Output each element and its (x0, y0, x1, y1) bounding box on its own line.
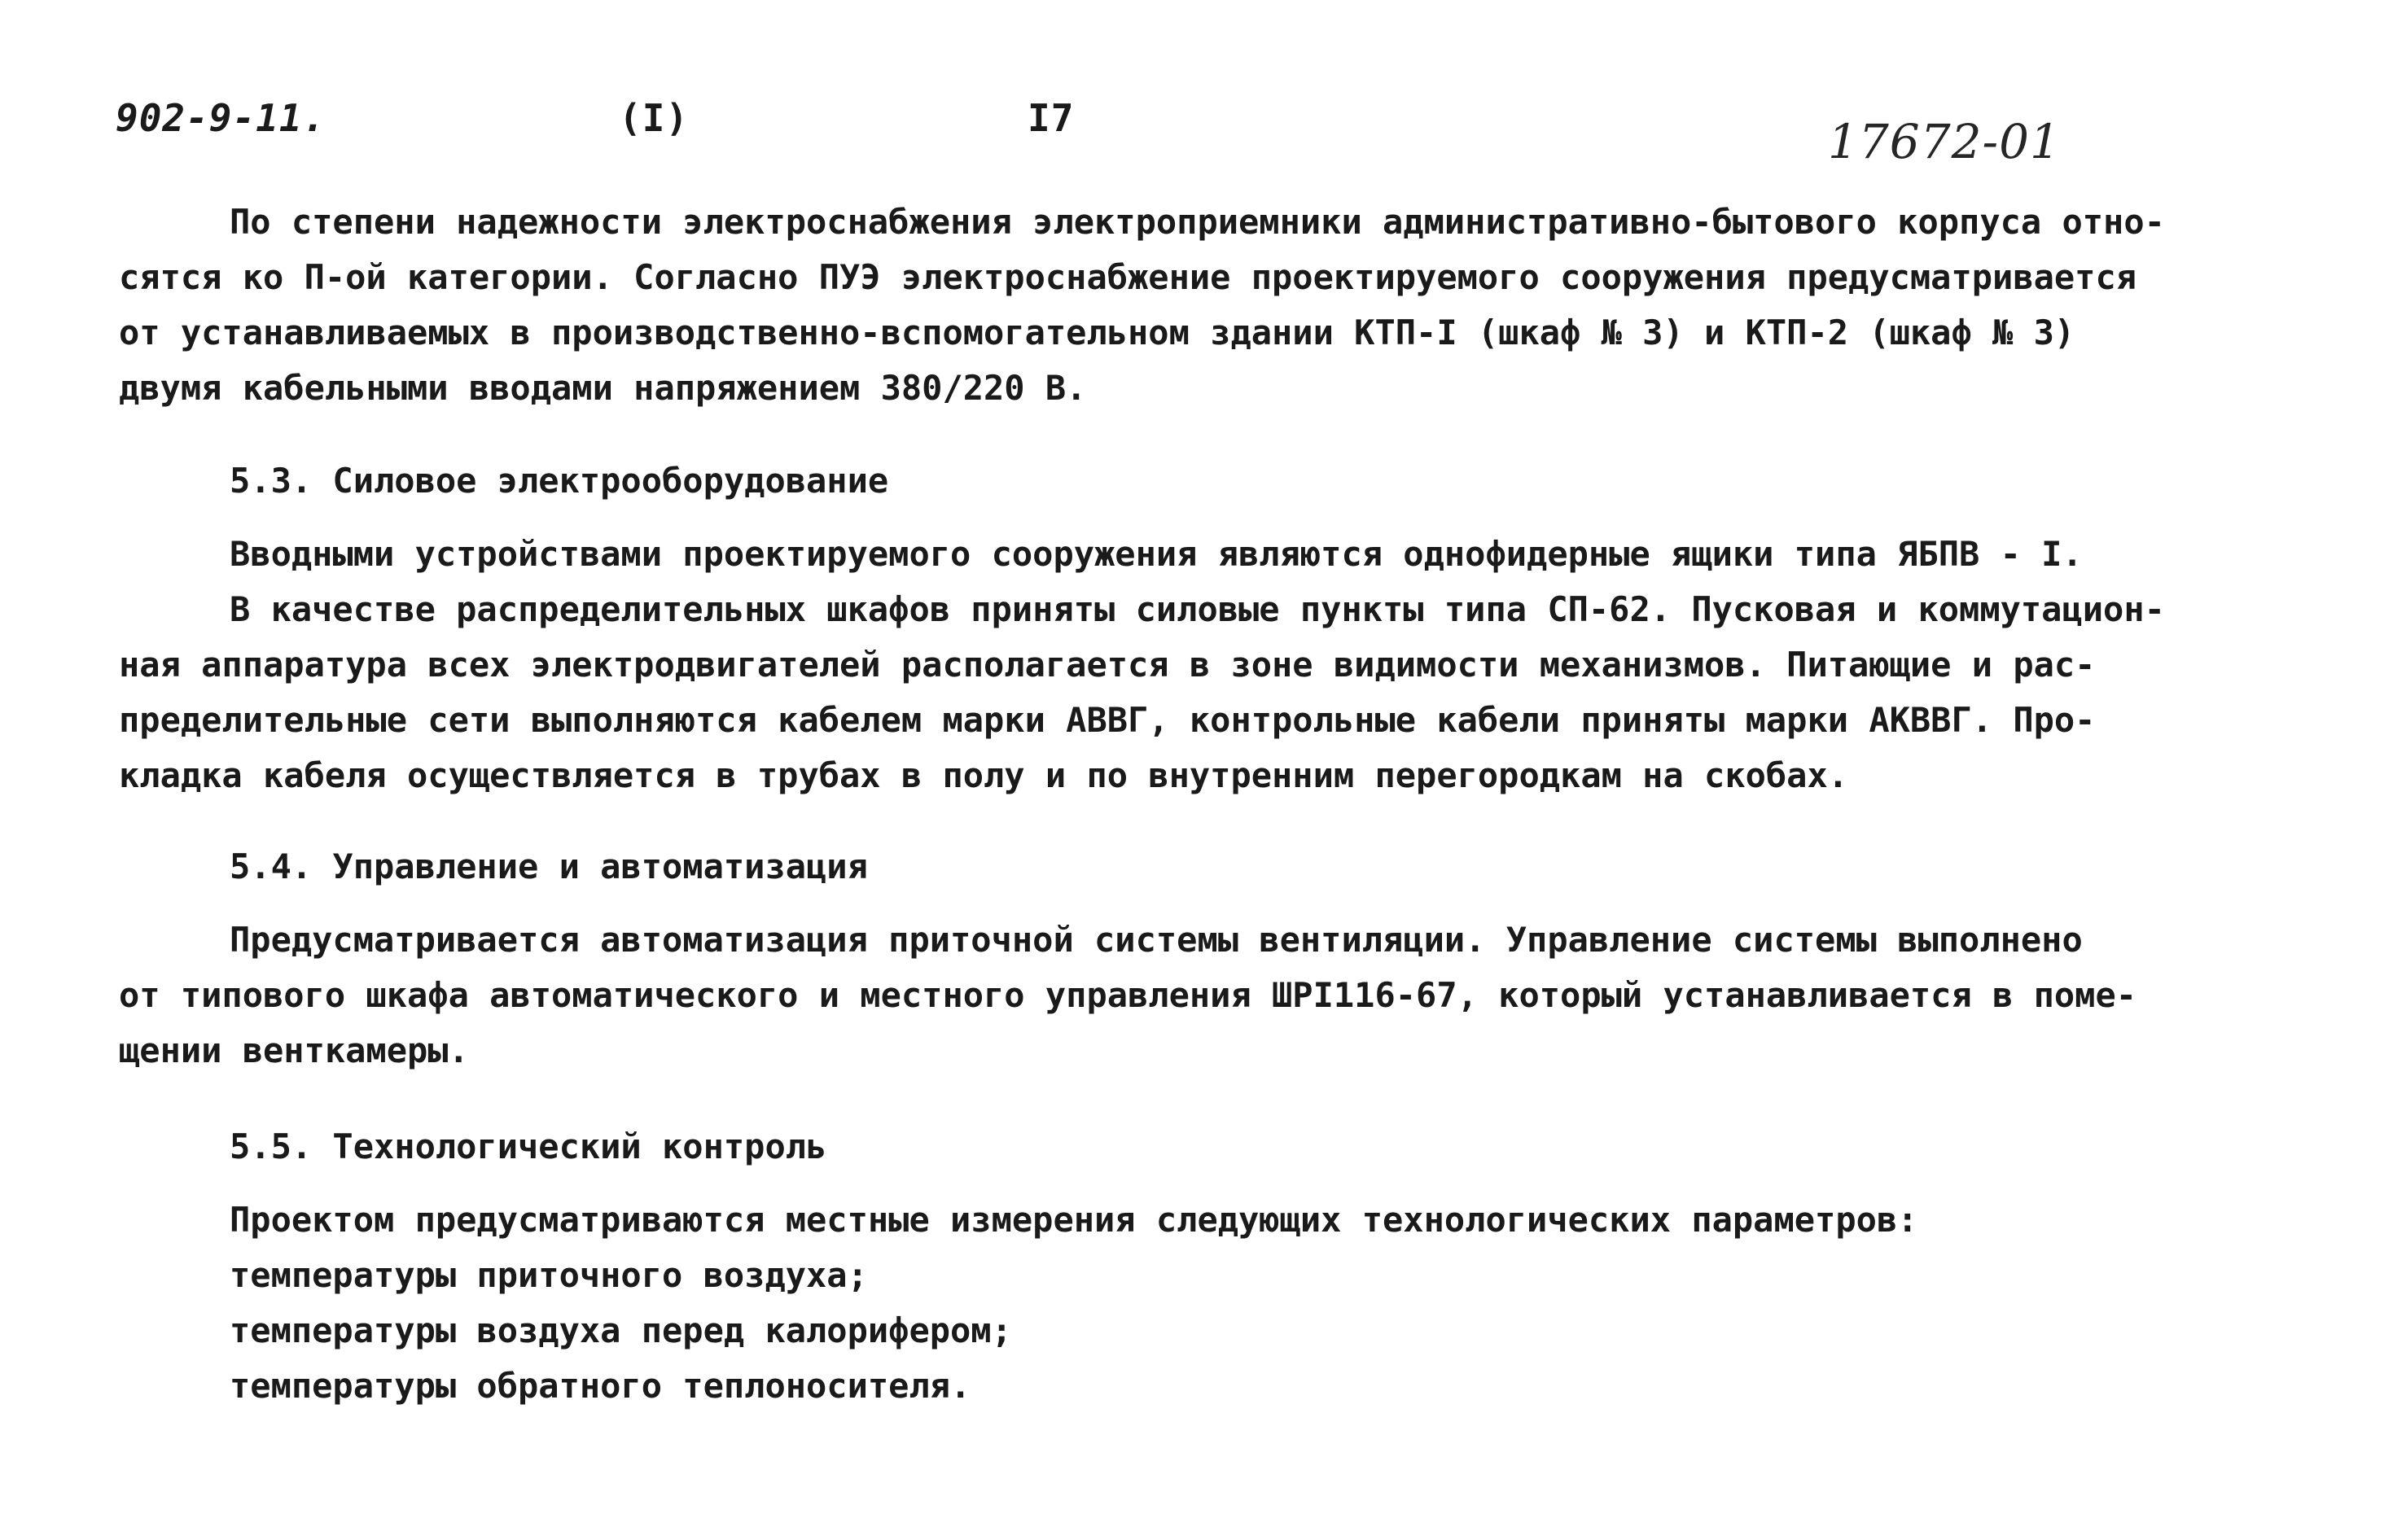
paragraph-line: Проектом предусматриваются местные измерения следующих технологических параметров: (230, 1200, 1918, 1240)
page-number: I7 (1028, 96, 1075, 140)
section-heading: 5.5. Технологический контроль (230, 1127, 827, 1166)
section-heading: 5.4. Управление и автоматизация (230, 847, 868, 886)
list-item: температуры приточного воздуха; (230, 1255, 868, 1295)
paragraph-line: ная аппаратура всех электродвигателей располагается в зоне видимости механизмов. Питающие и рас- (119, 645, 2096, 685)
paragraph-line: В качестве распределительных шкафов приняты силовые пункты типа СП-62. Пусковая и коммутацион- (230, 589, 2165, 629)
paragraph-line: пределительные сети выполняются кабелем марки АВВГ, контрольные кабели приняты марки АКВВГ. Про- (119, 700, 2096, 740)
doc-code: 902-9-11. (116, 96, 326, 140)
paragraph-line: от устанавливаемых в производственно-вспомогательном здании КТП-I (шкаф № 3) и КТП-2 (шкаф № 3) (119, 313, 2075, 352)
doc-part: (I) (619, 96, 690, 140)
paragraph-line: сятся ко П-ой категории. Согласно ПУЭ электроснабжение проектируемого сооружения предусматривается (119, 257, 2137, 297)
paragraph-line: щении венткамеры. (119, 1030, 469, 1070)
handwritten-number: 17672-01 (1828, 114, 2061, 169)
list-item: температуры обратного теплоносителя. (230, 1366, 971, 1406)
paragraph-line: Предусматривается автоматизация приточной системы вентиляции. Управление системы выполнено (230, 920, 2083, 960)
section-heading: 5.3. Силовое электрооборудование (230, 461, 889, 501)
paragraph-line: Вводными устройствами проектируемого сооружения являются однофидерные ящики типа ЯБПВ - I. (230, 534, 2083, 574)
paragraph-line: двумя кабельными вводами напряжением 380/220 В. (119, 368, 1087, 408)
paragraph-line: кладка кабеля осуществляется в трубах в полу и по внутренним перегородкам на скобах. (119, 755, 1849, 795)
paragraph-line: от типового шкафа автоматического и местного управления ШРI116-67, который устанавливается в поме- (119, 975, 2137, 1015)
paragraph-line: По степени надежности электроснабжения электроприемники административно-бытового корпуса отно- (230, 202, 2165, 242)
list-item: температуры воздуха перед калорифером; (230, 1310, 1012, 1350)
